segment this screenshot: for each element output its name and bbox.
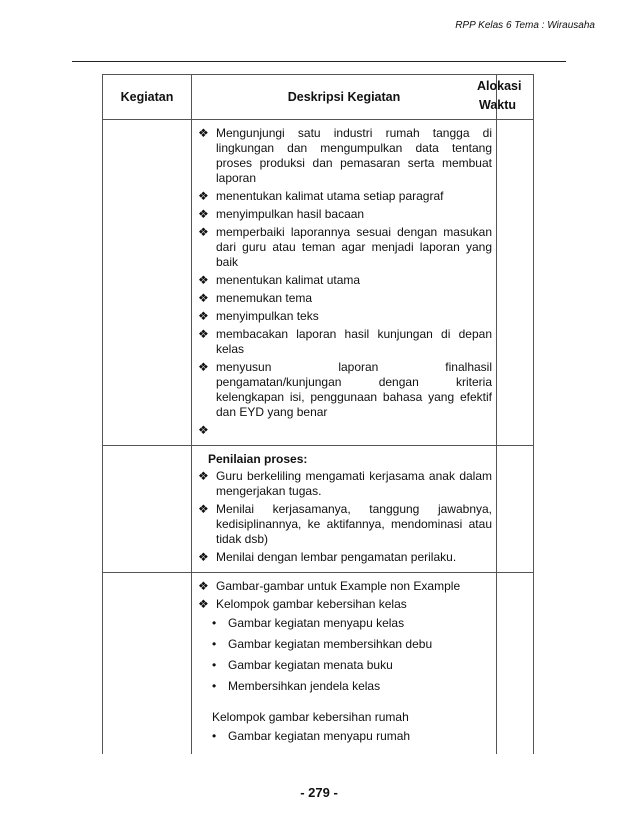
- diamond-bullet-icon: ❖: [198, 502, 209, 516]
- list-item: ❖ menyusun laporan finalhasil pengamatan/kunjungan dengan kriteria kelengkapan isi, penggunaan bahasa yang efektif dan EYD yang benar: [198, 360, 492, 419]
- list-item: • Membersihkan jendela kelas: [212, 679, 381, 693]
- list-item: • Gambar kegiatan menyapu kelas: [212, 616, 405, 630]
- home-image-list: [198, 729, 492, 744]
- table-header-row: [103, 75, 534, 120]
- activity-cell: [103, 120, 192, 446]
- list-item: ❖ menyimpulkan teks: [198, 309, 319, 323]
- diamond-bullet-icon: ❖: [198, 189, 209, 203]
- list-item: ❖ Kelompok gambar kebersihan kelas: [198, 597, 407, 611]
- table-row: [103, 120, 534, 446]
- round-bullet-icon: •: [212, 729, 217, 743]
- list-item: ❖ Gambar-gambar untuk Example non Example: [198, 579, 461, 593]
- time-cell: [497, 120, 534, 446]
- diamond-bullet-icon: ❖: [198, 291, 209, 305]
- diamond-bullet-icon: ❖: [198, 550, 209, 564]
- list-item: ❖ Menilai kerjasamanya, tanggung jawabnya, kedisiplinannya, ke aktifannya, mendominasi atau tidak dsb): [198, 502, 492, 546]
- round-bullet-icon: •: [212, 637, 217, 651]
- description-cell: [192, 120, 497, 446]
- description-cell: [192, 446, 497, 573]
- list-item: ❖ menyimpulkan hasil bacaan: [198, 207, 365, 221]
- activity-list: [198, 126, 492, 438]
- time-cell: [497, 446, 534, 573]
- round-bullet-icon: •: [212, 616, 217, 630]
- list-item: ❖ menentukan kalimat utama setiap paragraf: [198, 189, 444, 203]
- diamond-bullet-icon: ❖: [198, 360, 209, 374]
- diamond-bullet-icon: ❖: [198, 423, 209, 437]
- header-description: Deskripsi Kegiatan: [192, 75, 497, 120]
- diamond-bullet-icon: ❖: [198, 579, 209, 593]
- list-item: ❖ Guru berkeliling mengamati kerjasama anak dalam mengerjakan tugas.: [198, 469, 492, 498]
- running-header: RPP Kelas 6 Tema : Wirausaha: [455, 20, 595, 31]
- page-number: - 279 -: [300, 785, 338, 800]
- list-item: • Gambar kegiatan menata buku: [212, 658, 393, 672]
- list-item: ❖ Mengunjungi satu industri rumah tangga di lingkungan dan mengumpulkan data tentang proses produksi dan pemasaran serta membuat laporan: [198, 126, 492, 185]
- header-time-line2: Waktu: [479, 98, 517, 112]
- header-rule: [72, 61, 566, 62]
- diamond-bullet-icon: ❖: [198, 469, 209, 483]
- header-time-line1: Alokasi: [477, 79, 522, 93]
- class-image-list: [198, 616, 492, 694]
- assessment-title: Penilaian proses:: [208, 452, 308, 466]
- list-item: ❖ memperbaiki laporannya sesuai dengan masukan dari guru atau teman agar menjadi laporan yang baik: [198, 225, 492, 269]
- round-bullet-icon: •: [212, 658, 217, 672]
- diamond-bullet-icon: ❖: [198, 126, 209, 140]
- activity-cell: [103, 573, 192, 755]
- list-item: ❖ Menilai dengan lembar pengamatan perilaku.: [198, 550, 457, 564]
- list-item: • Gambar kegiatan membersihkan debu: [212, 637, 433, 651]
- table-row: [103, 446, 534, 573]
- description-cell: [192, 573, 497, 755]
- list-item: ❖ membacakan laporan hasil kunjungan di depan kelas: [198, 327, 492, 356]
- list-item: • Gambar kegiatan menyapu rumah: [212, 729, 411, 743]
- assessment-list: [198, 469, 492, 565]
- list-item: [198, 423, 492, 438]
- table-row: [103, 573, 534, 755]
- lesson-plan-table: [102, 74, 534, 754]
- media-list: [198, 579, 492, 612]
- activity-cell: [103, 446, 192, 573]
- diamond-bullet-icon: ❖: [198, 309, 209, 323]
- diamond-bullet-icon: ❖: [198, 327, 209, 341]
- diamond-bullet-icon: ❖: [198, 273, 209, 287]
- header-time-allocation: [477, 75, 534, 120]
- time-cell: [497, 573, 534, 755]
- round-bullet-icon: •: [212, 679, 217, 693]
- list-item: ❖ menentukan kalimat utama: [198, 273, 361, 287]
- home-group-title: Kelompok gambar kebersihan rumah: [212, 710, 409, 724]
- diamond-bullet-icon: ❖: [198, 225, 209, 239]
- diamond-bullet-icon: ❖: [198, 207, 209, 221]
- diamond-bullet-icon: ❖: [198, 597, 209, 611]
- header-activity: Kegiatan: [103, 75, 192, 120]
- list-item: ❖ menemukan tema: [198, 291, 313, 305]
